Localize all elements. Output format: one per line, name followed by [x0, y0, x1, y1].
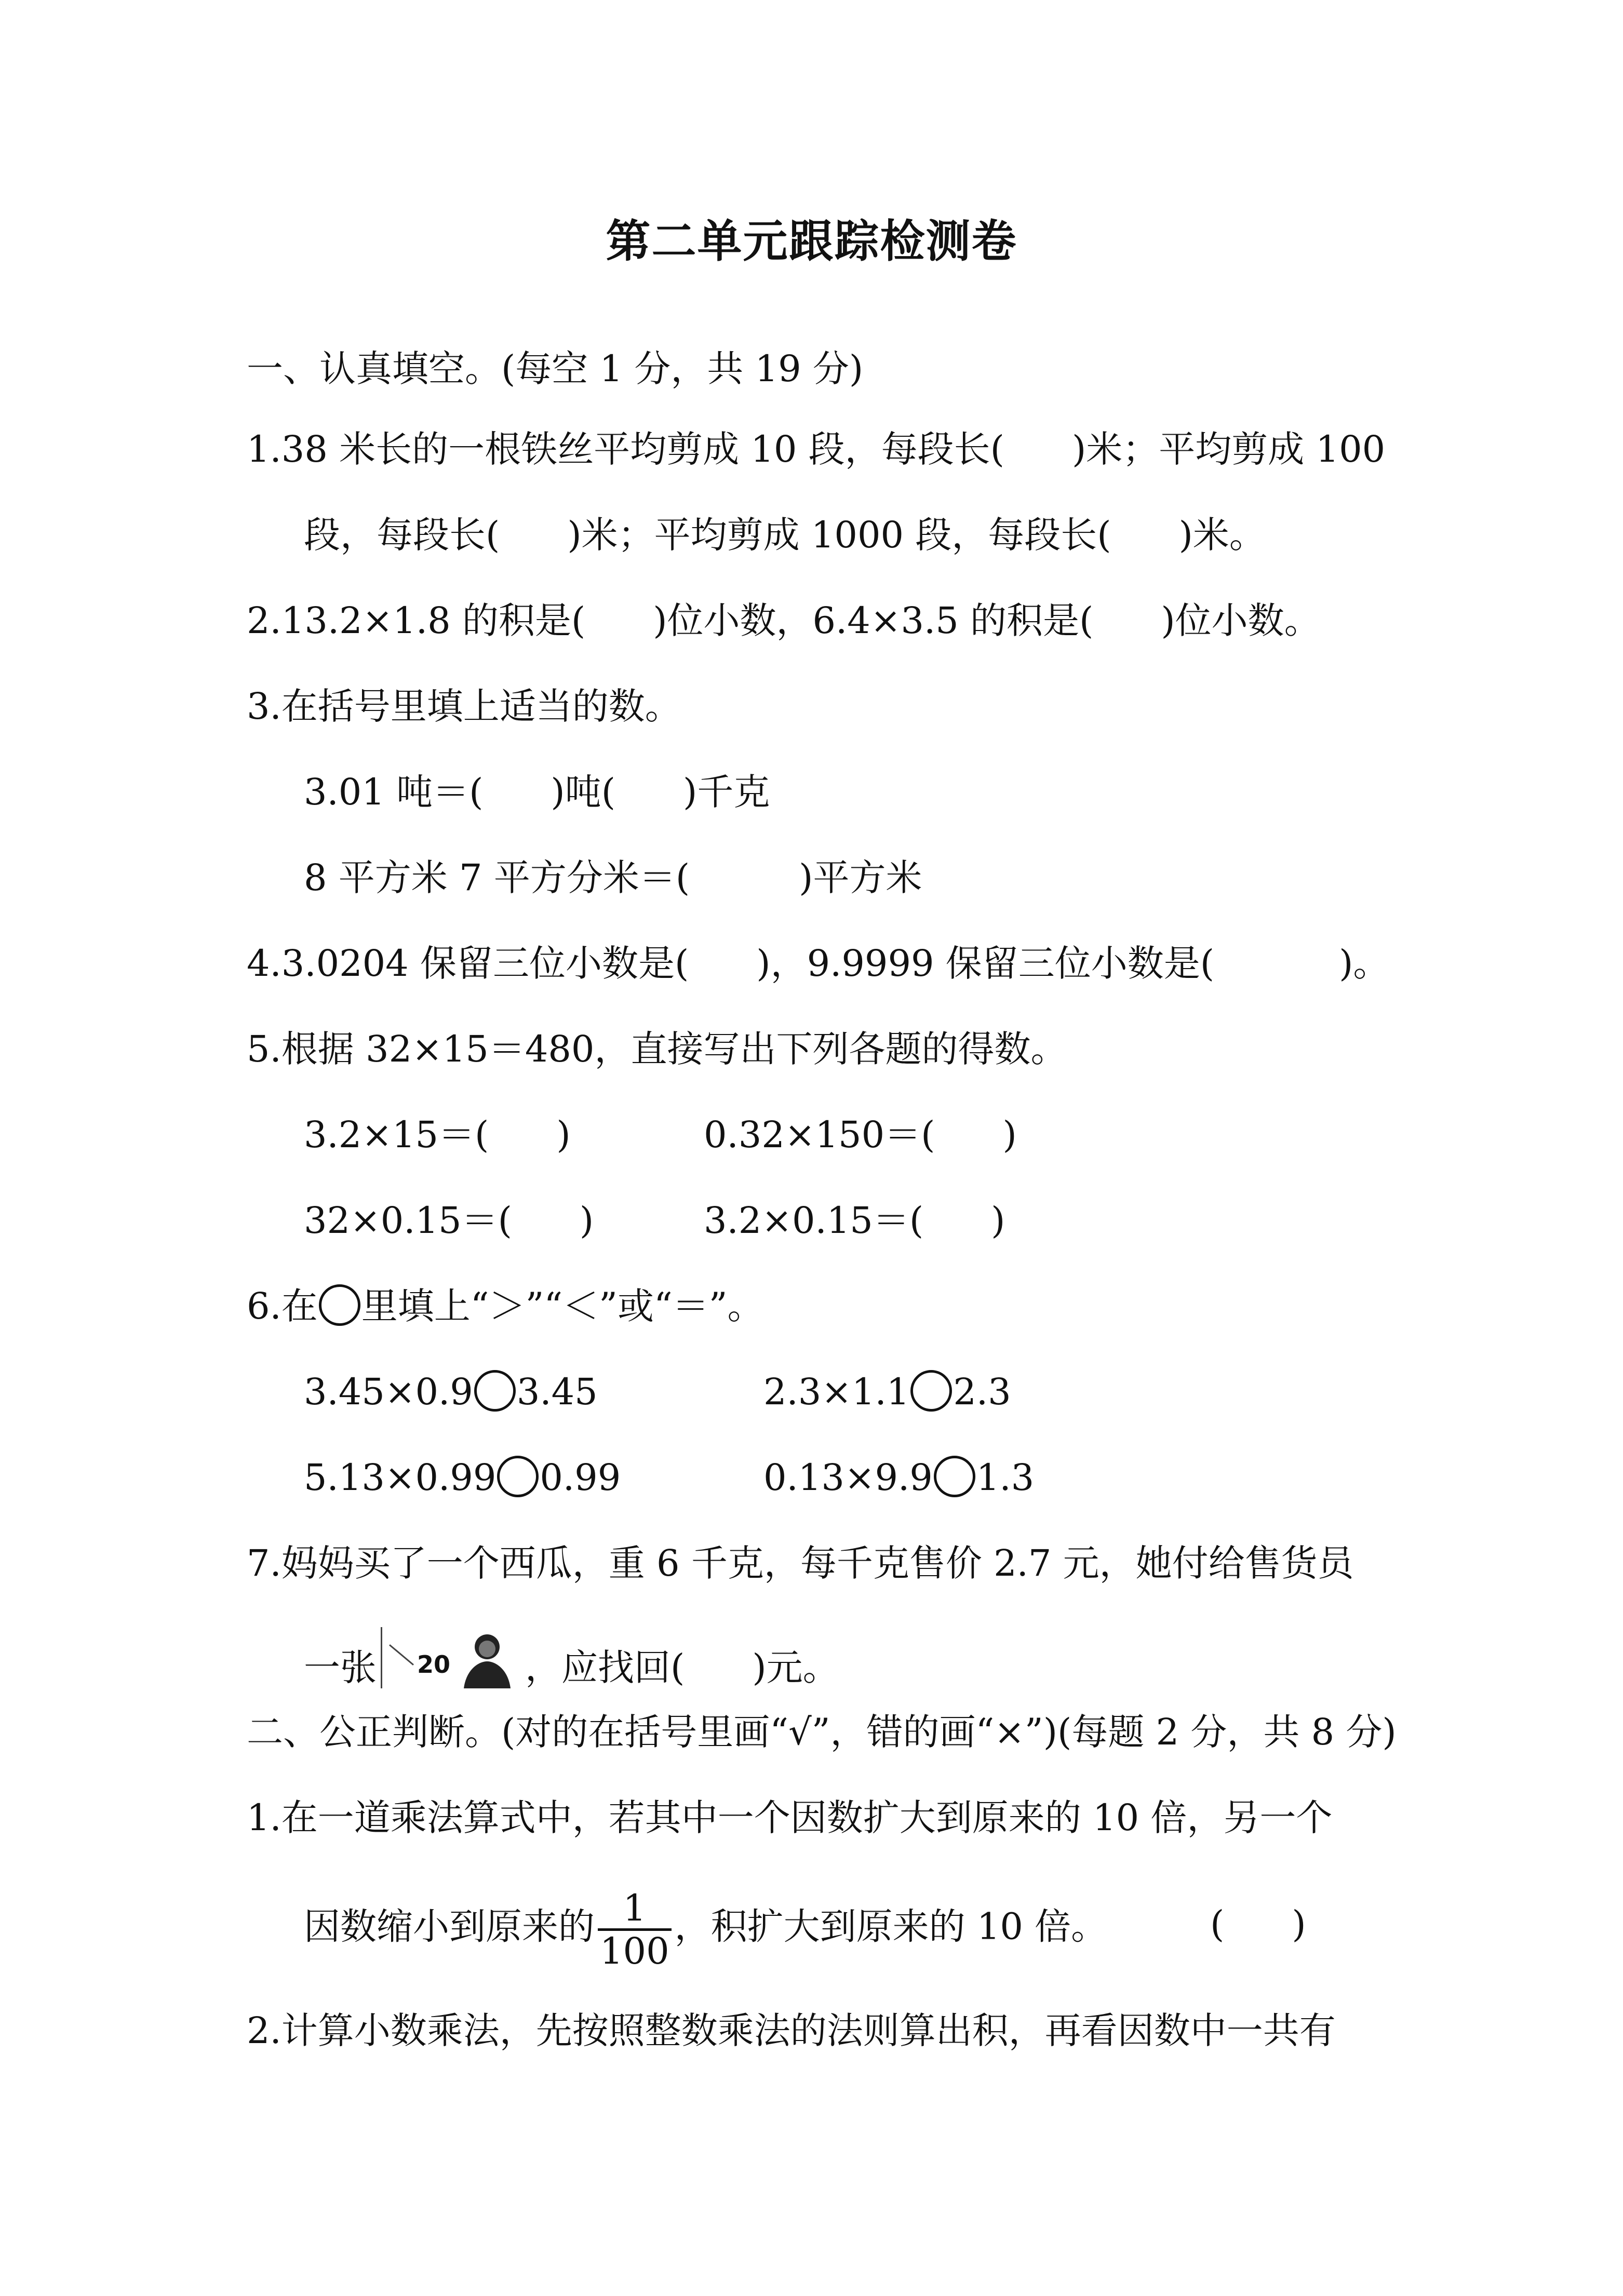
- q6-a: [304, 1366, 598, 1418]
- compare-circle-icon: [910, 1370, 952, 1412]
- q1-text-a: 1.38 米长的一根铁丝平均剪成 10 段，每段长(: [247, 428, 1004, 471]
- q6-b: [763, 1366, 1011, 1418]
- q3-a: [304, 766, 770, 818]
- portrait-icon: [459, 1627, 516, 1688]
- q5-d: [704, 1194, 1005, 1246]
- fraction: [598, 1888, 672, 1971]
- q5-d-text-a: 3.2×0.15＝(: [704, 1199, 924, 1242]
- q3-b-text-a: 8 平方米 7 平方分米＝(: [304, 856, 690, 899]
- answer-paren: [1210, 1898, 1306, 1950]
- q6-b-left: 2.3×1.1: [763, 1371, 910, 1413]
- s2-q1-text-b: ，积扩大到原来的 10 倍。: [674, 1905, 1108, 1948]
- q1-text-b: )米；平均剪成 100: [1072, 428, 1386, 471]
- s2-q2-line1: 2.计算小数乘法，先按照整数乘法的法则算出积，再看因数中一共有: [247, 2009, 1336, 2052]
- s2-q1-line1: 1.在一道乘法算式中，若其中一个因数扩大到原来的 10 倍，另一个: [247, 1796, 1333, 1839]
- q3-a-text-b: )吨(: [551, 771, 616, 813]
- q6-c-right: 0.99: [540, 1456, 621, 1499]
- paren-open: (: [1210, 1903, 1225, 1945]
- q1-text-e: )米。: [1178, 514, 1266, 556]
- q5-a-text-a: 3.2×15＝(: [304, 1113, 489, 1156]
- q6-b-right: 2.3: [953, 1371, 1011, 1413]
- q2-text-a: 2.13.2×1.8 的积是(: [247, 599, 586, 642]
- s2-q1-text-a: 因数缩小到原来的: [304, 1905, 595, 1948]
- q5-c-text-a: 32×0.15＝(: [304, 1199, 512, 1242]
- fraction-denominator: 100: [600, 1930, 669, 1972]
- q4-line: [247, 937, 1389, 989]
- q5-b-text-b: ): [1002, 1113, 1017, 1156]
- q7-text-a: 一张: [304, 1646, 377, 1689]
- q2-line: [247, 595, 1321, 647]
- banknote-image: [381, 1623, 521, 1690]
- q7-line2: [304, 1623, 839, 1694]
- q5-a: [304, 1109, 571, 1161]
- q3-a-text-a: 3.01 吨＝(: [304, 771, 484, 813]
- q4-text-a: 4.3.0204 保留三位小数是(: [247, 942, 689, 985]
- compare-circle-icon: [319, 1284, 360, 1326]
- q4-text-c: )。: [1339, 942, 1390, 985]
- q5-stem: 5.根据 32×15＝480，直接写出下列各题的得数。: [247, 1028, 1067, 1070]
- banknote-value: 20: [417, 1650, 451, 1679]
- q6-d-right: 1.3: [976, 1456, 1035, 1499]
- page-title: 第二单元跟踪检测卷: [606, 216, 1017, 267]
- q2-text-c: )位小数。: [1161, 599, 1321, 642]
- q2-text-b: )位小数，6.4×3.5 的积是(: [653, 599, 1094, 642]
- q6-c: [304, 1452, 621, 1503]
- q6-stem-after: 里填上“＞”“＜”或“＝”。: [361, 1285, 764, 1327]
- q6-a-left: 3.45×0.9: [304, 1371, 473, 1413]
- q5-b: [704, 1109, 1017, 1161]
- q6-d: [763, 1452, 1034, 1503]
- q3-stem: 3.在括号里填上适当的数。: [247, 685, 681, 728]
- compare-circle-icon: [934, 1456, 975, 1497]
- q4-text-b: )，9.9999 保留三位小数是(: [756, 942, 1215, 985]
- q1-text-d: )米；平均剪成 1000 段，每段长(: [567, 514, 1111, 556]
- paren-close: ): [1292, 1903, 1306, 1945]
- section2-heading: 二、公正判断。(对的在括号里画“√”，错的画“×”)(每题 2 分，共 8 分): [247, 1711, 1397, 1753]
- q6-a-right: 3.45: [516, 1371, 598, 1413]
- q6-stem: [247, 1280, 764, 1332]
- q5-b-text-a: 0.32×150＝(: [704, 1113, 935, 1156]
- q1-line2: [304, 509, 1266, 561]
- q6-c-left: 5.13×0.99: [304, 1456, 497, 1499]
- q1-line1: [247, 423, 1385, 475]
- s2-q1-line2: [304, 1888, 1107, 1971]
- q6-stem-before: 6.在: [247, 1285, 318, 1327]
- compare-circle-icon: [497, 1456, 539, 1497]
- section1-heading: 一、认真填空。(每空 1 分，共 19 分): [247, 347, 864, 390]
- q3-b: [304, 852, 922, 904]
- q3-a-text-c: )千克: [683, 771, 770, 813]
- q1-text-c: 段，每段长(: [304, 514, 500, 556]
- q3-b-text-b: )平方米: [799, 856, 922, 899]
- q5-a-text-b: ): [556, 1113, 571, 1156]
- q5-d-text-b: ): [991, 1199, 1005, 1242]
- q5-c-text-b: ): [579, 1199, 594, 1242]
- q7-text-c: )元。: [752, 1646, 839, 1689]
- q7-line1: 7.妈妈买了一个西瓜，重 6 千克，每千克售价 2.7 元，她付给售货员: [247, 1542, 1354, 1585]
- fraction-numerator: 1: [598, 1888, 672, 1931]
- q7-text-b: ，应找回(: [525, 1646, 685, 1689]
- compare-circle-icon: [474, 1370, 516, 1412]
- q6-d-left: 0.13×9.9: [763, 1456, 933, 1499]
- q5-c: [304, 1194, 594, 1246]
